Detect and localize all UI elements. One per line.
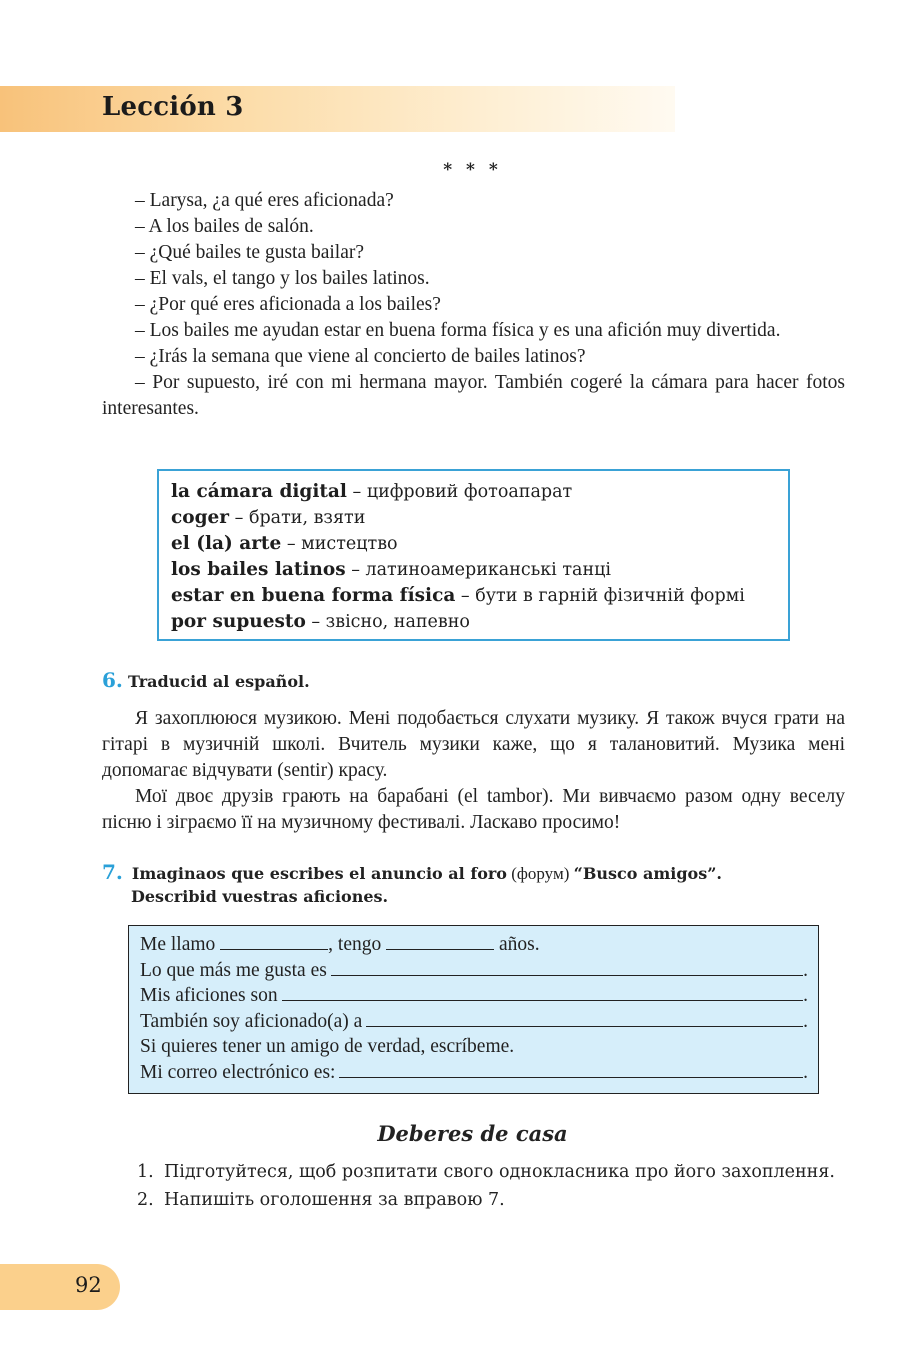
exercise-6-heading [102,669,310,693]
homework-title: Deberes de casa [377,1121,568,1146]
page-number: 92 [75,1273,102,1297]
vocab-entry [171,557,776,583]
homework-item-number: 2. [137,1190,154,1210]
vocabulary-box [157,469,790,641]
exercise-forum-name: “Busco amigos”. [573,864,722,883]
homework-item-text: Напишіть оголошення за вправою 7. [164,1190,505,1210]
dialogue-line: – Los bailes me ayudan estar en buena forma física y es una afición muy divertida. [135,320,781,341]
dialogue-line: – El vals, el tango y los bailes latinos. [135,268,430,289]
section-separator: * * * [443,160,502,180]
form-label: Mi correo electrónico es: [140,1061,336,1083]
dialogue-line: – A los bailes de salón. [135,216,314,237]
form-label: años. [494,934,540,955]
vocab-translation: – мистецтво [281,534,398,554]
exercise-7-heading [102,861,847,908]
homework-list [137,1158,835,1214]
page-number-tab [0,1264,120,1310]
homework-item [137,1158,835,1186]
form-line-name [140,932,808,958]
vocab-translation: – звісно, напевно [305,612,470,632]
exercise-number: 7. [102,860,123,884]
age-blank[interactable] [386,932,494,950]
dialogue-line: – ¿Qué bailes te gusta bailar? [135,242,365,263]
vocab-entry [171,531,776,557]
end-mark: . [803,1061,808,1083]
homework-item-number: 1. [137,1162,154,1182]
homework-item-text: Підготуйтеся, щоб розпитати свого однокласника про його захоплення. [164,1162,835,1182]
exercise-paragraph: Мої двоє друзів грають на барабані (el tambor). Ми вивчаємо разом одну веселу пісню і зіграємо її на музичному фестивалі. Ласкаво просимо! [102,786,845,833]
vocab-term: estar en buena forma física [171,585,456,606]
end-mark: . [803,1010,808,1032]
exercise-gloss: (форум) [506,864,574,883]
end-mark: . [803,959,808,981]
vocab-term: por supuesto [171,611,306,632]
end-mark: . [803,985,808,1006]
form-line-email [140,1060,808,1086]
vocab-term: los bailes latinos [171,559,346,580]
email-blank[interactable] [339,1060,803,1078]
vocab-translation: – брати, взяти [229,508,366,528]
form-label: También soy aficionado(a) a [140,1010,363,1032]
form-label: Me llamo [140,934,221,955]
vocab-entry [171,583,776,609]
dialogue-line: – ¿Por qué eres aficionada a los bailes? [135,294,441,315]
exercise-6-text [102,706,845,836]
vocab-translation: – латиноамериканські танці [345,560,611,580]
exercise-number: 6. [102,668,123,692]
hobbies-blank[interactable] [282,983,804,1001]
vocab-term: coger [171,507,230,528]
exercise-instruction: Traducid al español. [127,672,310,691]
vocab-entry [171,479,776,505]
exercise-paragraph: Я захоплююся музикою. Мені подобається слухати музику. Я також вчуся грати на гітарі в музичній школі. Вчитель музики каже, що я талановитий. Музика мені допомагає відчувати (sentir) красу. [102,708,845,781]
name-blank[interactable] [220,932,328,950]
vocab-term: el (la) arte [171,533,282,554]
form-line-hobbies [140,983,808,1009]
vocab-translation: – бути в гарній фізичній формі [455,586,745,606]
likes-blank[interactable] [331,958,803,976]
form-line-likes [140,958,808,984]
also-fan-blank[interactable] [366,1009,803,1027]
homework-item [137,1186,835,1214]
announcement-form [128,925,819,1094]
vocab-term: la cámara digital [171,481,347,502]
dialogue [102,188,845,422]
lesson-title: Lección 3 [102,92,244,122]
dialogue-line: – Larysa, ¿a qué eres aficionada? [135,190,394,211]
vocab-translation: – цифровий фотоапарат [346,482,573,502]
vocab-entry [171,505,776,531]
form-line-invite [140,1034,808,1060]
form-label: Mis aficiones son [140,985,278,1006]
form-label: , tengo [328,934,387,955]
vocab-entry [171,609,776,635]
form-label: Lo que más me gusta es [140,959,327,981]
dialogue-line: – Por supuesto, iré con mi hermana mayor. También cogeré la cámara para hacer fotos interesantes. [102,372,845,419]
form-label: Si quieres tener un amigo de verdad, escríbeme. [140,1036,515,1057]
form-line-also-fan [140,1009,808,1035]
exercise-instruction: Imaginaos que escribes el anuncio al foro [131,864,507,883]
dialogue-line: – ¿Irás la semana que viene al concierto de bailes latinos? [135,346,586,367]
exercise-instruction-line2: Describid vuestras aficiones. [131,887,389,906]
